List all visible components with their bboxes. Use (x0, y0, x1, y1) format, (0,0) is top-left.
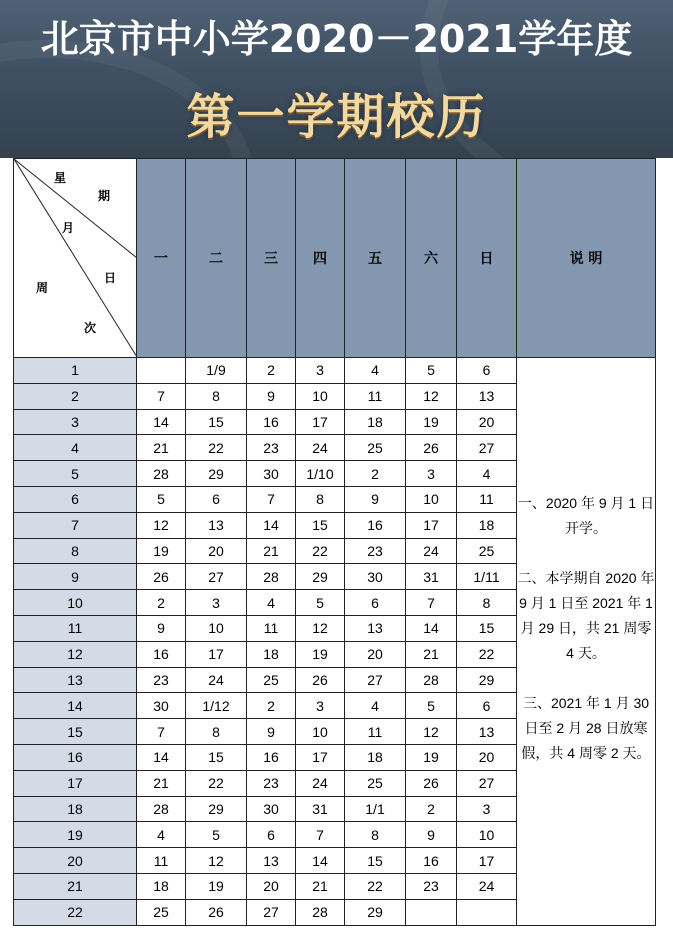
diagonal-lines (14, 159, 137, 357)
date-cell: 15 (186, 744, 247, 770)
date-cell: 10 (186, 615, 247, 641)
date-cell: 2 (247, 358, 296, 384)
date-cell: 13 (457, 719, 517, 745)
table-row (14, 358, 656, 384)
date-cell: 11 (137, 848, 186, 874)
col-header-tue: 二 (186, 159, 247, 358)
date-cell: 7 (137, 383, 186, 409)
corner-label-xing: 星 (54, 171, 67, 185)
date-cell: 6 (247, 822, 296, 848)
date-cell: 17 (296, 744, 345, 770)
date-cell: 28 (247, 564, 296, 590)
week-number-cell: 11 (14, 615, 137, 641)
date-cell: 18 (457, 512, 517, 538)
date-cell: 14 (406, 615, 457, 641)
col-header-sun: 日 (457, 159, 517, 358)
date-cell: 1/9 (186, 358, 247, 384)
week-number-cell: 9 (14, 564, 137, 590)
date-cell: 3 (406, 461, 457, 487)
date-cell: 20 (457, 409, 517, 435)
date-cell: 31 (406, 564, 457, 590)
date-cell: 25 (457, 538, 517, 564)
date-cell: 15 (296, 512, 345, 538)
date-cell: 13 (186, 512, 247, 538)
date-cell (457, 899, 517, 925)
date-cell: 17 (457, 848, 517, 874)
date-cell: 4 (137, 822, 186, 848)
date-cell: 24 (406, 538, 457, 564)
week-number-cell: 1 (14, 358, 137, 384)
week-number-cell: 12 (14, 641, 137, 667)
date-cell: 4 (345, 693, 406, 719)
date-cell: 16 (247, 744, 296, 770)
date-cell: 21 (247, 538, 296, 564)
date-cell: 15 (186, 409, 247, 435)
date-cell: 8 (186, 719, 247, 745)
corner-label-ci: 次 (84, 321, 97, 335)
week-number-cell: 20 (14, 848, 137, 874)
corner-label-yue: 月 (62, 221, 75, 235)
date-cell: 21 (137, 435, 186, 461)
date-cell: 26 (296, 667, 345, 693)
date-cell: 19 (296, 641, 345, 667)
date-cell: 22 (186, 770, 247, 796)
week-number-cell: 7 (14, 512, 137, 538)
date-cell: 5 (406, 693, 457, 719)
date-cell: 12 (296, 615, 345, 641)
date-cell: 27 (345, 667, 406, 693)
date-cell: 31 (296, 796, 345, 822)
date-cell: 30 (345, 564, 406, 590)
date-cell: 5 (406, 358, 457, 384)
date-cell: 8 (296, 486, 345, 512)
date-cell: 6 (457, 693, 517, 719)
date-cell: 13 (457, 383, 517, 409)
date-cell: 3 (296, 358, 345, 384)
date-cell: 27 (247, 899, 296, 925)
week-number-cell: 10 (14, 590, 137, 616)
date-cell: 27 (457, 770, 517, 796)
date-cell: 14 (296, 848, 345, 874)
date-cell: 19 (406, 744, 457, 770)
date-cell: 19 (186, 873, 247, 899)
date-cell: 21 (296, 873, 345, 899)
col-header-notes: 说 明 (517, 159, 656, 358)
notes-cell (517, 358, 656, 926)
date-cell: 10 (457, 822, 517, 848)
week-number-cell: 15 (14, 719, 137, 745)
week-number-cell: 6 (14, 486, 137, 512)
date-cell: 28 (137, 461, 186, 487)
date-cell: 8 (345, 822, 406, 848)
corner-label-ri: 日 (104, 271, 117, 285)
header-banner (0, 0, 673, 158)
col-header-sat: 六 (406, 159, 457, 358)
date-cell: 25 (247, 667, 296, 693)
date-cell: 1/11 (457, 564, 517, 590)
date-cell: 23 (406, 873, 457, 899)
date-cell: 1/10 (296, 461, 345, 487)
date-cell: 11 (247, 615, 296, 641)
date-cell: 28 (137, 796, 186, 822)
date-cell: 24 (296, 435, 345, 461)
note-paragraph: 一、2020 年 9 月 1 日开学。 (517, 495, 655, 537)
date-cell: 14 (247, 512, 296, 538)
date-cell: 5 (137, 486, 186, 512)
header-row (14, 159, 656, 358)
week-number-cell: 18 (14, 796, 137, 822)
date-cell: 29 (345, 899, 406, 925)
date-cell: 15 (345, 848, 406, 874)
date-cell: 18 (345, 409, 406, 435)
week-number-cell: 17 (14, 770, 137, 796)
week-number-cell: 8 (14, 538, 137, 564)
date-cell: 2 (345, 461, 406, 487)
col-header-thu: 四 (296, 159, 345, 358)
corner-header-cell (14, 159, 137, 358)
page-title: 北京市中小学2020－2021学年度 (40, 17, 633, 61)
date-cell: 18 (345, 744, 406, 770)
date-cell: 20 (345, 641, 406, 667)
date-cell: 11 (345, 383, 406, 409)
week-number-cell: 19 (14, 822, 137, 848)
week-number-cell: 4 (14, 435, 137, 461)
date-cell: 20 (186, 538, 247, 564)
col-header-wed: 三 (247, 159, 296, 358)
date-cell: 17 (296, 409, 345, 435)
date-cell: 21 (406, 641, 457, 667)
date-cell: 27 (457, 435, 517, 461)
date-cell: 6 (345, 590, 406, 616)
date-cell: 25 (137, 899, 186, 925)
col-header-fri: 五 (345, 159, 406, 358)
date-cell: 22 (186, 435, 247, 461)
date-cell: 29 (296, 564, 345, 590)
date-cell: 20 (457, 744, 517, 770)
date-cell: 19 (137, 538, 186, 564)
date-cell: 12 (406, 719, 457, 745)
date-cell: 10 (406, 486, 457, 512)
date-cell: 14 (137, 409, 186, 435)
date-cell: 28 (406, 667, 457, 693)
date-cell: 4 (457, 461, 517, 487)
week-number-cell: 2 (14, 383, 137, 409)
date-cell: 13 (345, 615, 406, 641)
date-cell: 26 (137, 564, 186, 590)
date-cell: 25 (345, 770, 406, 796)
date-cell: 18 (247, 641, 296, 667)
date-cell: 2 (137, 590, 186, 616)
date-cell: 29 (457, 667, 517, 693)
date-cell: 4 (345, 358, 406, 384)
date-cell: 25 (345, 435, 406, 461)
date-cell: 23 (247, 435, 296, 461)
note-paragraph: 三、2021 年 1 月 30 日至 2 月 28 日放寒假，共 4 周零 2 天。 (521, 695, 651, 762)
date-cell: 6 (186, 486, 247, 512)
date-cell: 3 (186, 590, 247, 616)
date-cell: 18 (137, 873, 186, 899)
date-cell: 8 (457, 590, 517, 616)
date-cell: 30 (137, 693, 186, 719)
date-cell: 10 (296, 719, 345, 745)
date-cell: 23 (247, 770, 296, 796)
week-number-cell: 13 (14, 667, 137, 693)
date-cell: 24 (457, 873, 517, 899)
page-subtitle: 第一学期校历 (186, 89, 487, 145)
calendar-body (14, 358, 656, 926)
date-cell: 9 (345, 486, 406, 512)
date-cell: 21 (137, 770, 186, 796)
corner-label-qi: 期 (98, 189, 111, 203)
week-number-cell: 14 (14, 693, 137, 719)
col-header-mon: 一 (137, 159, 186, 358)
date-cell: 7 (137, 719, 186, 745)
school-calendar-table (13, 158, 656, 926)
note-paragraph: 二、本学期自 2020 年 9 月 1 日至 2021 年 1 月 29 日，共 21 周零 4 天。 (517, 570, 655, 662)
date-cell: 30 (247, 461, 296, 487)
date-cell: 26 (406, 435, 457, 461)
date-cell: 29 (186, 796, 247, 822)
date-cell: 2 (406, 796, 457, 822)
date-cell: 9 (247, 383, 296, 409)
date-cell: 12 (186, 848, 247, 874)
date-cell: 12 (137, 512, 186, 538)
date-cell: 17 (406, 512, 457, 538)
corner-label-zhou: 周 (36, 281, 49, 295)
date-cell: 22 (345, 873, 406, 899)
date-cell: 16 (137, 641, 186, 667)
date-cell: 1/12 (186, 693, 247, 719)
date-cell: 26 (406, 770, 457, 796)
week-number-cell: 5 (14, 461, 137, 487)
week-number-cell: 22 (14, 899, 137, 925)
date-cell: 22 (296, 538, 345, 564)
date-cell: 7 (247, 486, 296, 512)
date-cell: 3 (457, 796, 517, 822)
date-cell: 10 (296, 383, 345, 409)
week-number-cell: 3 (14, 409, 137, 435)
date-cell: 3 (296, 693, 345, 719)
date-cell: 30 (247, 796, 296, 822)
date-cell: 4 (247, 590, 296, 616)
date-cell: 16 (247, 409, 296, 435)
date-cell: 11 (345, 719, 406, 745)
date-cell: 28 (296, 899, 345, 925)
date-cell: 23 (345, 538, 406, 564)
date-cell: 17 (186, 641, 247, 667)
date-cell: 9 (247, 719, 296, 745)
date-cell (406, 899, 457, 925)
date-cell: 9 (406, 822, 457, 848)
date-cell: 23 (137, 667, 186, 693)
date-cell: 7 (406, 590, 457, 616)
date-cell (137, 358, 186, 384)
date-cell: 24 (296, 770, 345, 796)
date-cell: 14 (137, 744, 186, 770)
date-cell: 24 (186, 667, 247, 693)
date-cell: 11 (457, 486, 517, 512)
date-cell: 5 (186, 822, 247, 848)
date-cell: 12 (406, 383, 457, 409)
date-cell: 15 (457, 615, 517, 641)
date-cell: 29 (186, 461, 247, 487)
date-cell: 27 (186, 564, 247, 590)
date-cell: 2 (247, 693, 296, 719)
week-number-cell: 16 (14, 744, 137, 770)
date-cell: 6 (457, 358, 517, 384)
date-cell: 26 (186, 899, 247, 925)
date-cell: 20 (247, 873, 296, 899)
date-cell: 1/1 (345, 796, 406, 822)
date-cell: 7 (296, 822, 345, 848)
date-cell: 13 (247, 848, 296, 874)
date-cell: 16 (406, 848, 457, 874)
week-number-cell: 21 (14, 873, 137, 899)
date-cell: 9 (137, 615, 186, 641)
date-cell: 19 (406, 409, 457, 435)
date-cell: 16 (345, 512, 406, 538)
date-cell: 22 (457, 641, 517, 667)
date-cell: 5 (296, 590, 345, 616)
date-cell: 8 (186, 383, 247, 409)
